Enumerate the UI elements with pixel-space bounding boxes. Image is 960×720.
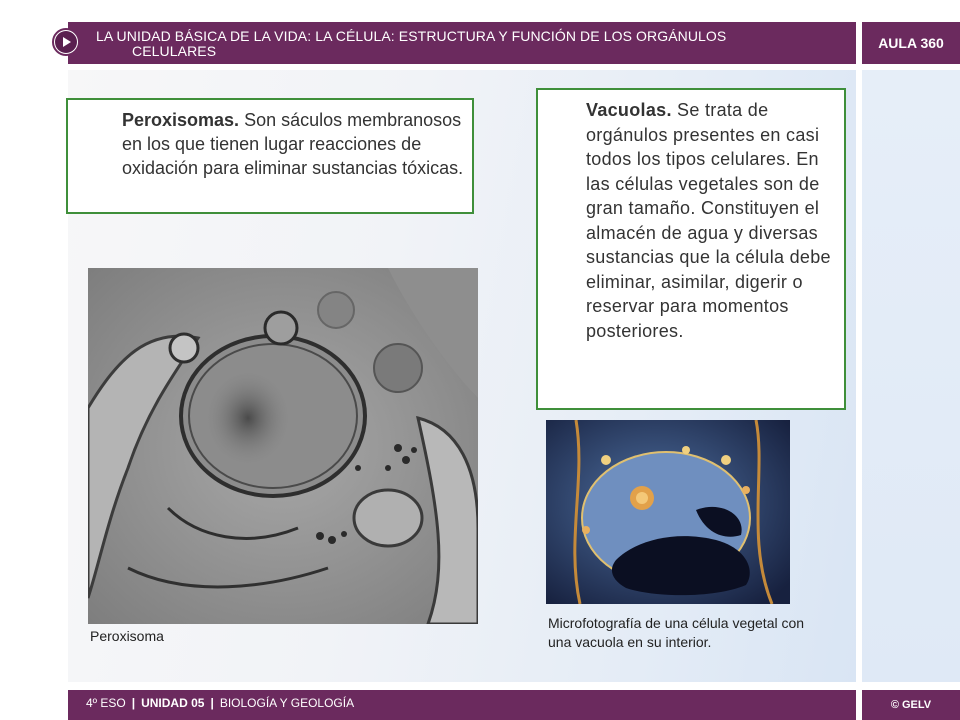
peroxisomas-text [122, 108, 468, 180]
footer-unit: UNIDAD 05 [141, 696, 205, 710]
vacuolas-text [586, 98, 844, 343]
peroxisome-micrograph [88, 268, 478, 624]
footer-text [86, 696, 354, 710]
footer-subject: BIOLOGÍA Y GEOLOGÍA [219, 696, 355, 710]
footer-copyright: © GELV [862, 690, 960, 720]
side-panel [862, 70, 960, 682]
vacuola-caption: Microfotografía de una célula vegetal con una vacuola en su interior. [548, 615, 805, 650]
peroxisomas-box [66, 98, 474, 214]
footer-separator: | [131, 696, 136, 710]
footer-course: 4º ESO [86, 696, 126, 710]
vacuolas-box [536, 88, 846, 410]
page-title [96, 29, 836, 59]
brand-label: AULA 360 [862, 22, 960, 64]
peroxisomas-description: Son sáculos membranosos en los que tienen lugar reacciones de oxidación para eliminar sustancias tóxicas. [122, 110, 464, 178]
vacuole-micrograph [546, 420, 790, 604]
footer-bar [68, 690, 856, 720]
footer-separator: | [210, 696, 214, 710]
peroxisome-micrograph-image [88, 268, 478, 624]
peroxisomas-term: Peroxisomas. [122, 110, 240, 130]
vacuolas-description: Se trata de orgánulos presentes en casi todos los tipos celulares. En las células vegetales son de gran tamaño. Constituyen el almacén de agua y diversas sustancias que la célula debe eliminar, asimilar, digerir o reservar para momentos posteriores. [586, 100, 831, 341]
play-icon [55, 31, 77, 53]
page-title-line2: CELULARES [132, 43, 217, 59]
peroxisoma-caption: Peroxisoma [90, 628, 164, 644]
play-button[interactable] [52, 28, 80, 56]
page-title-line1: LA UNIDAD BÁSICA DE LA VIDA: LA CÉLULA: ESTRUCTURA Y FUNCIÓN DE LOS ORGÁNULOS [96, 28, 727, 44]
vacuole-micrograph-image [546, 420, 790, 604]
vacuolas-term: Vacuolas. [586, 100, 672, 120]
